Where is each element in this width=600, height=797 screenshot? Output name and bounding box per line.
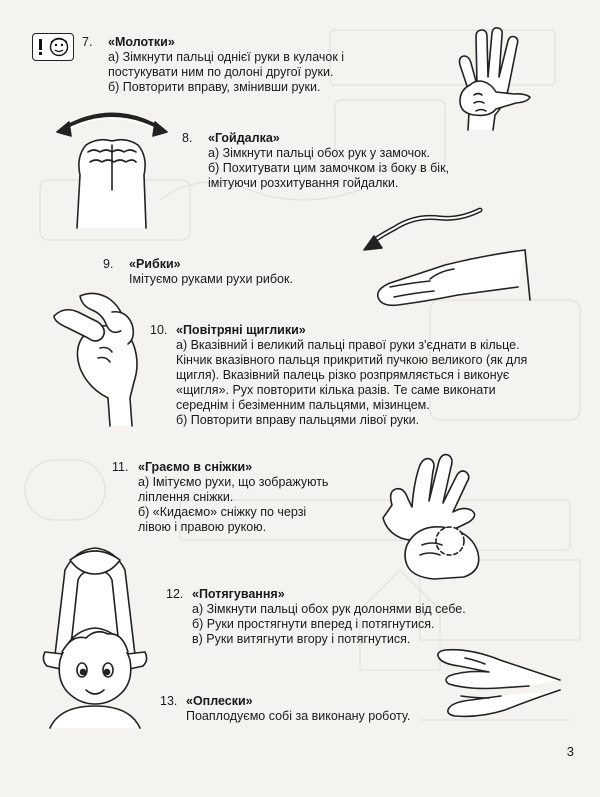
exercise-number: 10. (150, 323, 168, 337)
exercise-title-text: «Граємо в сніжки» (138, 460, 253, 474)
exercise-title-text: «Повітряні щиглики» (176, 323, 306, 337)
exercise-number: 11. (112, 460, 129, 474)
exercise-8 (182, 131, 449, 191)
exercise-number: 13. (160, 694, 178, 708)
exercise-12 (166, 587, 466, 647)
exercise-line: середнім і безіменним пальцями, мізинцем. (176, 398, 430, 412)
hammer-hands-illustration (430, 25, 540, 135)
fish-hands-illustration (360, 205, 535, 320)
exercise-line: щигля). Вказівний палець різко розпрямляється і виконує (176, 368, 510, 382)
exercise-title-text: «Молотки» (108, 35, 175, 49)
exercise-11 (112, 460, 328, 535)
exercise-number: 12. (166, 587, 184, 601)
exercise-title (166, 587, 466, 602)
attention-face-icon (32, 33, 74, 61)
exercise-line: Імітуємо руками рухи рибок. (129, 272, 293, 286)
exercise-line: а) Зімкнути пальці обох рук долонями від себе. (192, 602, 466, 616)
exercise-line: Кінчик вказівного пальця прикритий пучкою великого (як для (176, 353, 528, 367)
swing-hands-illustration (52, 100, 172, 230)
exercise-line: лівою і правою рукою. (138, 520, 267, 534)
exercise-title (112, 460, 328, 475)
exercise-number: 8. (182, 131, 193, 145)
exercise-title (160, 694, 410, 709)
exercise-line: а) Зімкнути пальці однієї руки в кулачок і (108, 50, 345, 64)
exercise-title-text: «Гойдалка» (208, 131, 280, 145)
exercise-title-text: «Потягування» (192, 587, 285, 601)
exercise-line: Поаплодуємо собі за виконану роботу. (186, 709, 411, 723)
exercise-title (82, 35, 344, 50)
exercise-line: ліплення сніжки. (138, 490, 234, 504)
exercise-title-text: «Оплески» (186, 694, 253, 708)
exercise-line: імітуючи розхитування гойдалки. (208, 176, 399, 190)
exercise-number: 7. (82, 35, 93, 49)
exercise-title (182, 131, 449, 146)
flick-hand-illustration (40, 288, 160, 428)
exercise-line: а) Зімкнути пальці обох рук у замочок. (208, 146, 430, 160)
exercise-line: б) «Кидаємо» сніжку по черзі (138, 505, 307, 519)
exercise-title-text: «Рибки» (129, 257, 181, 271)
exercise-line: б) Руки простягнути вперед і потягнутися. (192, 617, 435, 631)
clapping-hands-illustration (425, 640, 565, 720)
stretching-child-illustration (30, 540, 160, 730)
exercise-line: б) Повторити вправу, змінивши руки. (108, 80, 321, 94)
exercise-line: б) Повторити вправу пальцями лівої руки. (176, 413, 420, 427)
snowball-hands-illustration (372, 445, 502, 580)
exercise-number: 9. (103, 257, 114, 271)
exercise-10 (150, 323, 527, 428)
exercise-line: постукувати ним по долоні другої руки. (108, 65, 334, 79)
page-number: 3 (566, 744, 574, 759)
exercise-line: в) Руки витягнути вгору і потягнутися. (192, 632, 411, 646)
exercise-title (150, 323, 527, 338)
exercise-line: б) Похитувати цим замочком із боку в бік, (208, 161, 450, 175)
exercise-title (103, 257, 293, 272)
exercise-7 (82, 35, 344, 95)
exercise-line: а) Імітуємо рухи, що зображують (138, 475, 329, 489)
exercise-13 (160, 694, 410, 724)
exercise-9 (103, 257, 293, 287)
exercise-line: а) Вказівний і великий пальці правої руки з'єднати в кільце. (176, 338, 520, 352)
exercise-line: «щигля». Рух повторити кілька разів. Те саме виконати (176, 383, 496, 397)
